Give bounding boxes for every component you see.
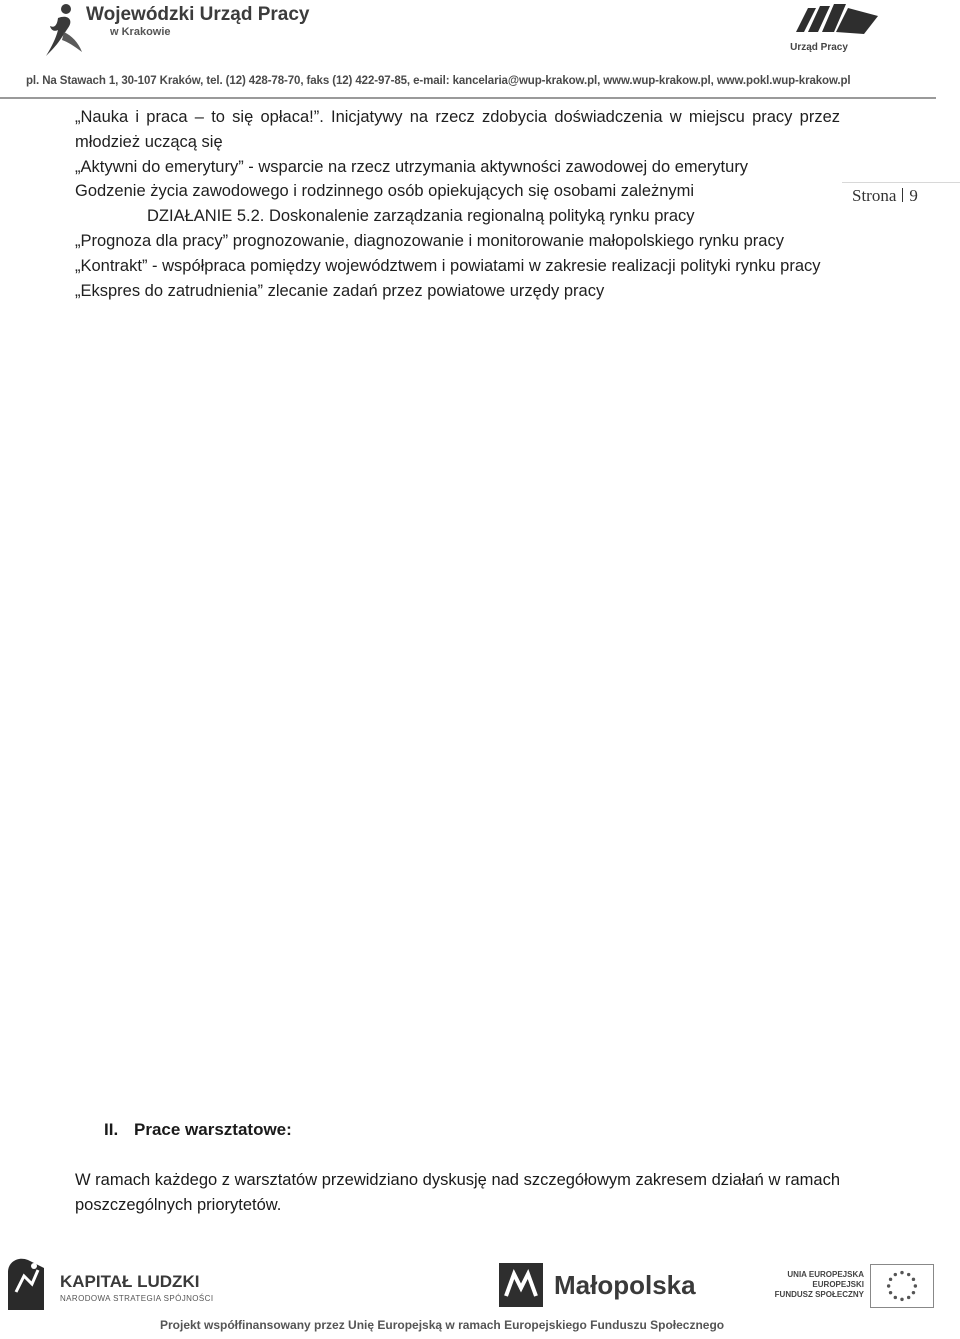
kapital-ludzki-title: KAPITAŁ LUDZKI: [60, 1272, 200, 1291]
header-divider: [0, 97, 936, 99]
section-title: Prace warsztatowe:: [134, 1120, 292, 1139]
section-number: II.: [104, 1120, 119, 1139]
malopolska-title: Małopolska: [554, 1270, 696, 1300]
eu-line-2: EUROPEJSKI: [812, 1280, 864, 1289]
contact-line: pl. Na Stawach 1, 30-107 Kraków, tel. (12) 428-78-70, faks (12) 422-97-85, e-mail: kancelaria@wup-krakow.pl, www.wup-krakow.pl, www.pokl.wup-krakow.pl: [26, 75, 851, 87]
closing-paragraph: W ramach każdego z warsztatów przewidziano dyskusję nad szczegółowym zakresem działań w ramach poszczególnych priorytetów.: [75, 1171, 840, 1214]
org-name: Wojewódzki Urząd Pracy: [86, 4, 310, 25]
page-number: [842, 182, 960, 206]
wup-figure-icon: [44, 2, 84, 58]
action-heading: DZIAŁANIE 5.2. Doskonalenie zarządzania regionalną polityką rynku pracy: [147, 207, 695, 226]
paragraph: „Aktywni do emerytury” - wsparcie na rzecz utrzymania aktywności zawodowej do emerytury: [75, 157, 749, 176]
eu-line-1: UNIA EUROPEJSKA: [787, 1270, 864, 1279]
paragraph: „Kontrakt” - współpraca pomiędzy województwem i powiatami w zakresie realizacji polityki rynku pracy: [75, 256, 821, 275]
eu-label: [770, 1270, 864, 1300]
page-number-separator: [902, 188, 903, 202]
kapital-ludzki-subtitle: NARODOWA STRATEGIA SPÓJNOŚCI: [60, 1294, 214, 1303]
urzad-pracy-cards-icon: [786, 2, 882, 46]
paragraph: Godzenie życia zawodowego i rodzinnego osób opiekujących się osobami zależnymi: [75, 182, 695, 201]
document-body: [75, 105, 840, 303]
page-number-value: 9: [909, 186, 918, 205]
paragraph: „Ekspres do zatrudnienia” zlecanie zadań przez powiatowe urzędy pracy: [75, 281, 605, 300]
section-heading: [104, 1120, 292, 1140]
kapital-ludzki-icon: [4, 1252, 48, 1314]
page-number-label: Strona: [852, 186, 897, 205]
paragraph: „Prognoza dla pracy” prognozowanie, diagnozowanie i monitorowanie małopolskiego rynku pracy: [75, 231, 784, 250]
malopolska-icon: [498, 1262, 544, 1308]
eu-flag-icon: [870, 1264, 934, 1308]
funding-footer: [0, 1248, 960, 1339]
cofinancing-note: Projekt współfinansowany przez Unię Europejską w ramach Europejskiego Funduszu Społecznego: [160, 1318, 725, 1332]
paragraph: „Nauka i praca – to się opłaca!”. Inicjatywy na rzecz zdobycia doświadczenia w miejscu pracy przez młodzież uczącą się: [75, 108, 840, 151]
urzad-pracy-label: Urząd Pracy: [790, 42, 848, 53]
letterhead: [0, 0, 960, 100]
org-subtitle: w Krakowie: [110, 26, 171, 38]
eu-line-3: FUNDUSZ SPOŁECZNY: [774, 1290, 864, 1299]
